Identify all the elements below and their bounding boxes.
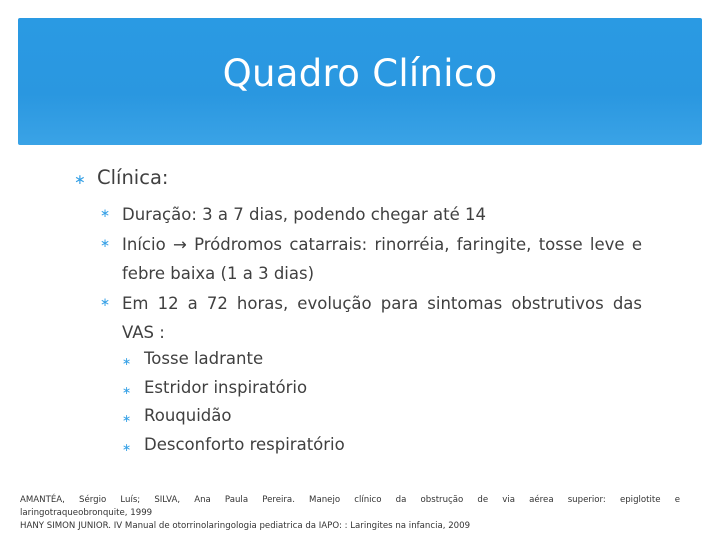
level2-item-rest: Pródromos catarrais: rinorréia, faringite, tosse leve e febre baixa (1 a 3 dias)	[122, 235, 643, 283]
level3-item: Rouquidão	[144, 406, 232, 425]
bullet-icon: ∗	[122, 441, 132, 454]
reference-line: HANY SIMON JUNIOR. IV Manual de otorrinolaringologia pediatrica da IAPO: : Laringites na infancia, 2009	[20, 521, 471, 531]
level3-item: Desconforto respiratório	[144, 435, 345, 454]
bullet-icon: ∗	[100, 236, 111, 250]
arrow-icon: →	[172, 235, 187, 254]
bullet-icon: ∗	[100, 206, 111, 220]
bullet-icon: ∗	[122, 355, 132, 368]
reference-line: laringotraqueobronquite, 1999	[20, 508, 153, 518]
level3-item: Tosse ladrante	[144, 349, 264, 368]
bullet-icon: ∗	[100, 295, 111, 309]
slide-title: Quadro Clínico	[222, 52, 498, 95]
bullet-icon: ∗	[122, 384, 132, 397]
references	[20, 494, 680, 533]
level2-item: Em 12 a 72 horas, evolução para sintomas obstrutivos das VAS :	[122, 294, 642, 342]
bullet-icon: ∗	[74, 172, 86, 188]
level1-item: Clínica:	[97, 166, 169, 189]
level3-item: Estridor inspiratório	[144, 378, 308, 397]
bullet-icon: ∗	[122, 412, 132, 425]
level2-item-start: Início	[122, 235, 173, 254]
reference-line: AMANTÉA, Sérgio Luís; SILVA, Ana Paula Pereira. Manejo clínico da obstrução de via aérea superior: epiglotite e	[20, 495, 680, 505]
level2-item	[122, 230, 642, 288]
level2-item: Duração: 3 a 7 dias, podendo chegar até 14	[122, 205, 486, 224]
